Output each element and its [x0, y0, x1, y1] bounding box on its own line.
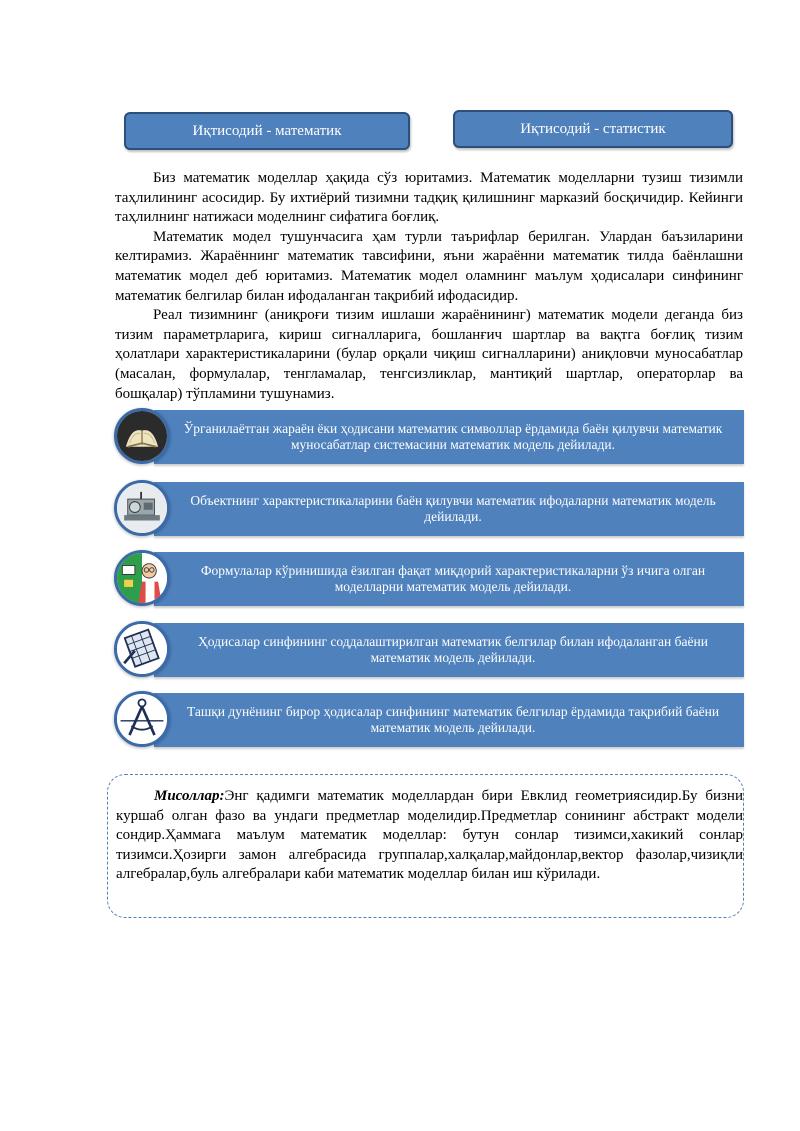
- examples-lead: Мисоллар:: [154, 788, 225, 804]
- drafting-icon: [114, 621, 170, 677]
- examples-box: [107, 774, 744, 918]
- books-icon: [114, 408, 170, 464]
- definition-text: Объектнинг характеристикаларини баён қилувчи математик ифодаларни математик модель дейилади.: [154, 482, 744, 536]
- paragraph: Биз математик моделлар ҳақида сўз юритамиз. Математик моделларни тузиш тизимли таҳлилининг асосидир. Бу ихтиёрий тизимни тадқиқ қилишнинг марказий босқичидир. Кейинги таҳлилнинг натижаси моделнинг сифатига боғлиқ.: [115, 170, 743, 226]
- intro-text: [115, 169, 743, 404]
- top-box-economic-statistical: Иқтисодий - статистик: [453, 110, 733, 148]
- definition-banner-2: [114, 482, 744, 536]
- paragraph: Реал тизимнинг (аниқроғи тизим ишлаши жараёнининг) математик модели деганда биз тизим параметрларига, кириш сигналларига, бошланғич шартлар ва вақтга боғлиқ тизим ҳолатлари характеристикаларини (булар орқали чиқиш сигналларини) аниқловчи муносабатлар (масалан, формулалар, тенгламалар, тенгсизликлар, мантиқий шартлар, операторлар ва бошқалар) тўпламини тушунамиз.: [115, 307, 743, 402]
- definition-text: Формулалар кўринишида ёзилган фақат миқдорий характеристикаларни ўз ичига олган моделларни математик модель дейилади.: [154, 552, 744, 606]
- definition-text: Ҳодисалар синфининг соддалаштирилган математик белгилар билан ифодаланган баёни математик модель дейилади.: [154, 623, 744, 677]
- definition-banner-3: [114, 552, 744, 606]
- definition-banner-5: [114, 693, 744, 747]
- definition-banner-1: [114, 410, 744, 464]
- scientist-icon: [114, 550, 170, 606]
- paragraph: Математик модел тушунчасига ҳам турли таърифлар берилган. Улардан баъзиларини келтирамиз. Жараённинг математик тавсифини, яъни жараённи математик тилда баёнлашни математик модел деб юритамиз. Математик модел оламнинг маълум ҳодисалари синфининг математик белгилар билан ифодаланган тақрибий ифодасидир.: [115, 228, 743, 304]
- compass-icon: [114, 691, 170, 747]
- definition-text: Ўрганилаётган жараён ёки ҳодисани математик символлар ёрдамида баён қилувчи математик муносабатлар системасини математик модель дейилади.: [154, 410, 744, 464]
- machine-icon: [114, 480, 170, 536]
- examples-text: Энг қадимги математик моделлардан бири Евклид геометриясидир.Бу бизни куршаб олган фазо ва ундаги предметлар моделидир.Предметлар сонининг абстракт модели сондир.Ҳаммага маълум математик моделлар: бутун сонлар тизимси,хакикий сонлар тизимси.Ҳозирги замон алгебрасида группалар,халқалар,майдонлар,вектор фазолар,чизиқли алгебралар,буль алгебралари каби математик моделлар билан иш кўрилади.: [116, 788, 743, 883]
- top-box-economic-mathematical: Иқтисодий - математик: [124, 112, 410, 150]
- definition-banner-4: [114, 623, 744, 677]
- examples-paragraph: [116, 787, 743, 885]
- definition-text: Ташқи дунёнинг бирор ҳодисалар синфининг математик белгилар ёрдамида тақрибий баёни математик модель дейилади.: [154, 693, 744, 747]
